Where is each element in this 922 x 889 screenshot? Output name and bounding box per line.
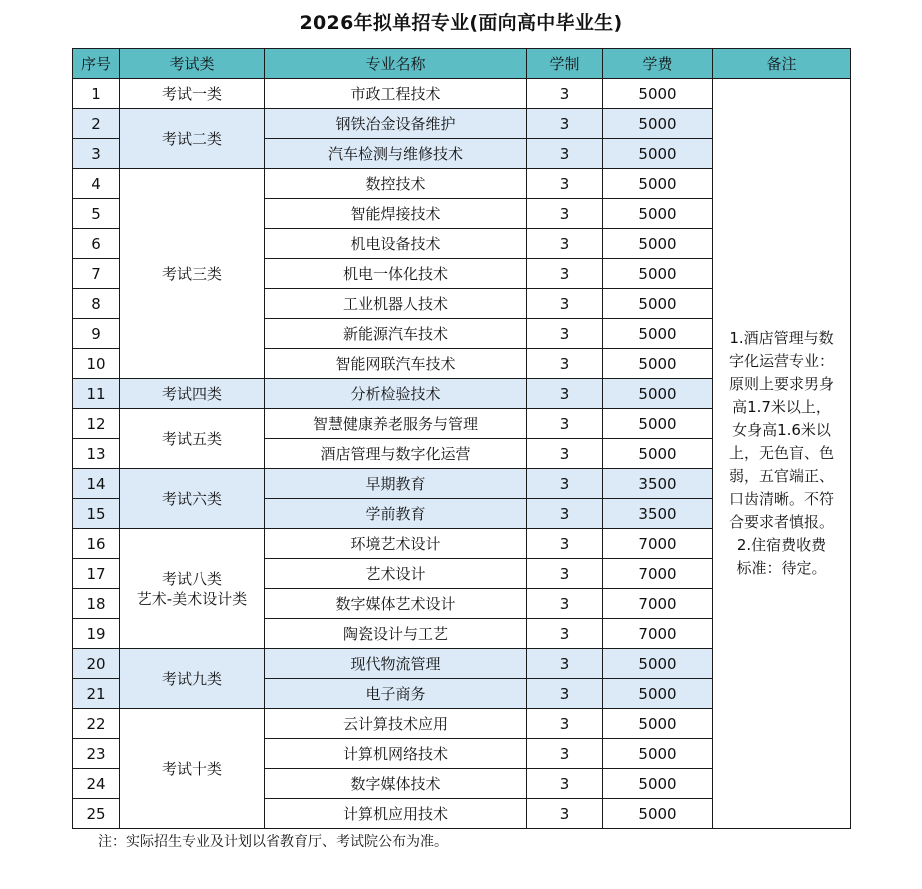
study-years: 3	[527, 379, 603, 409]
exam-category-cell	[120, 469, 265, 529]
row-number: 9	[73, 319, 120, 349]
major-name: 机电一体化技术	[265, 259, 527, 289]
major-name: 分析检验技术	[265, 379, 527, 409]
study-years: 3	[527, 619, 603, 649]
tuition-fee: 7000	[603, 619, 713, 649]
major-name: 艺术设计	[265, 559, 527, 589]
major-name: 陶瓷设计与工艺	[265, 619, 527, 649]
remarks-line: 高1.7米以上，	[732, 398, 831, 416]
tuition-fee: 5000	[603, 679, 713, 709]
header-category: 考试类	[120, 49, 265, 79]
major-name: 酒店管理与数字化运营	[265, 439, 527, 469]
exam-category-label: 考试四类	[161, 384, 222, 403]
major-name: 电子商务	[265, 679, 527, 709]
study-years: 3	[527, 439, 603, 469]
study-years: 3	[527, 289, 603, 319]
remarks-line: 口齿清晰。不符	[728, 490, 834, 508]
exam-category-label: 考试一类	[161, 84, 222, 103]
row-number: 17	[73, 559, 120, 589]
major-name: 计算机应用技术	[265, 799, 527, 829]
remarks-line: 女身高1.6米以	[732, 421, 831, 439]
tuition-fee: 5000	[603, 769, 713, 799]
remarks-line: 合要求者慎报。	[728, 513, 834, 531]
header-years: 学制	[527, 49, 603, 79]
study-years: 3	[527, 799, 603, 829]
row-number: 13	[73, 439, 120, 469]
major-name: 新能源汽车技术	[265, 319, 527, 349]
study-years: 3	[527, 529, 603, 559]
tuition-fee: 5000	[603, 319, 713, 349]
tuition-fee: 5000	[603, 379, 713, 409]
exam-category-label: 考试九类	[161, 669, 222, 688]
major-name: 钢铁冶金设备维护	[265, 109, 527, 139]
study-years: 3	[527, 319, 603, 349]
tuition-fee: 3500	[603, 469, 713, 499]
major-name: 智慧健康养老服务与管理	[265, 409, 527, 439]
remarks-line: 上，无色盲、色	[728, 444, 834, 462]
header-no: 序号	[73, 49, 120, 79]
remarks-line: 字化运营专业：	[728, 352, 834, 370]
remarks-line: 1.酒店管理与数	[729, 329, 834, 347]
major-name: 数字媒体艺术设计	[265, 589, 527, 619]
header-fee: 学费	[603, 49, 713, 79]
major-name: 早期教育	[265, 469, 527, 499]
majors-table	[72, 48, 851, 829]
study-years: 3	[527, 739, 603, 769]
exam-category-label: 考试十类	[161, 759, 222, 778]
row-number: 10	[73, 349, 120, 379]
remarks-line: 原则上要求男身	[728, 375, 834, 393]
exam-category-cell	[120, 649, 265, 709]
study-years: 3	[527, 589, 603, 619]
study-years: 3	[527, 559, 603, 589]
exam-category-label: 艺术-美术设计类	[136, 589, 248, 608]
major-name: 学前教育	[265, 499, 527, 529]
major-name: 智能焊接技术	[265, 199, 527, 229]
exam-category-cell	[120, 109, 265, 169]
major-name: 市政工程技术	[265, 79, 527, 109]
tuition-fee: 5000	[603, 229, 713, 259]
major-name: 工业机器人技术	[265, 289, 527, 319]
remarks-line: 标准：待定。	[736, 559, 827, 577]
row-number: 5	[73, 199, 120, 229]
study-years: 3	[527, 79, 603, 109]
row-number: 4	[73, 169, 120, 199]
exam-category-cell	[120, 409, 265, 469]
row-number: 16	[73, 529, 120, 559]
tuition-fee: 7000	[603, 589, 713, 619]
tuition-fee: 5000	[603, 739, 713, 769]
row-number: 18	[73, 589, 120, 619]
study-years: 3	[527, 259, 603, 289]
exam-category-cell	[120, 379, 265, 409]
major-name: 数字媒体技术	[265, 769, 527, 799]
exam-category-label: 考试三类	[161, 264, 222, 283]
tuition-fee: 5000	[603, 349, 713, 379]
study-years: 3	[527, 769, 603, 799]
major-name: 云计算技术应用	[265, 709, 527, 739]
study-years: 3	[527, 169, 603, 199]
footnote: 注：实际招生专业及计划以省教育厅、考试院公布为准。	[98, 834, 448, 850]
tuition-fee: 5000	[603, 649, 713, 679]
tuition-fee: 5000	[603, 169, 713, 199]
study-years: 3	[527, 199, 603, 229]
table-body	[73, 79, 851, 829]
tuition-fee: 5000	[603, 409, 713, 439]
tuition-fee: 5000	[603, 259, 713, 289]
tuition-fee: 5000	[603, 199, 713, 229]
table-row	[73, 79, 851, 109]
remarks-cell	[713, 79, 851, 829]
study-years: 3	[527, 679, 603, 709]
exam-category-cell	[120, 169, 265, 379]
row-number: 7	[73, 259, 120, 289]
study-years: 3	[527, 409, 603, 439]
exam-category-cell	[120, 529, 265, 649]
row-number: 22	[73, 709, 120, 739]
major-name: 汽车检测与维修技术	[265, 139, 527, 169]
study-years: 3	[527, 499, 603, 529]
study-years: 3	[527, 709, 603, 739]
header-note: 备注	[713, 49, 851, 79]
study-years: 3	[527, 229, 603, 259]
exam-category-cell	[120, 709, 265, 829]
row-number: 8	[73, 289, 120, 319]
tuition-fee: 7000	[603, 529, 713, 559]
study-years: 3	[527, 109, 603, 139]
row-number: 15	[73, 499, 120, 529]
row-number: 19	[73, 619, 120, 649]
exam-category-label: 考试二类	[161, 129, 222, 148]
table-header-row	[73, 49, 851, 79]
tuition-fee: 5000	[603, 109, 713, 139]
tuition-fee: 5000	[603, 79, 713, 109]
exam-category-cell	[120, 79, 265, 109]
exam-category-label: 考试五类	[161, 429, 222, 448]
exam-category-label: 考试八类	[161, 569, 222, 588]
tuition-fee: 3500	[603, 499, 713, 529]
tuition-fee: 5000	[603, 139, 713, 169]
study-years: 3	[527, 139, 603, 169]
tuition-fee: 5000	[603, 799, 713, 829]
page-title: 2026年拟单招专业(面向高中毕业生)	[299, 12, 623, 34]
row-number: 25	[73, 799, 120, 829]
row-number: 14	[73, 469, 120, 499]
tuition-fee: 7000	[603, 559, 713, 589]
row-number: 1	[73, 79, 120, 109]
row-number: 6	[73, 229, 120, 259]
major-name: 数控技术	[265, 169, 527, 199]
major-name: 机电设备技术	[265, 229, 527, 259]
row-number: 11	[73, 379, 120, 409]
row-number: 3	[73, 139, 120, 169]
header-major: 专业名称	[265, 49, 527, 79]
tuition-fee: 5000	[603, 439, 713, 469]
row-number: 23	[73, 739, 120, 769]
major-name: 环境艺术设计	[265, 529, 527, 559]
row-number: 2	[73, 109, 120, 139]
tuition-fee: 5000	[603, 289, 713, 319]
row-number: 12	[73, 409, 120, 439]
study-years: 3	[527, 349, 603, 379]
tuition-fee: 5000	[603, 709, 713, 739]
remarks-line: 2.住宿费收费	[736, 536, 827, 554]
study-years: 3	[527, 469, 603, 499]
major-name: 现代物流管理	[265, 649, 527, 679]
row-number: 21	[73, 679, 120, 709]
major-name: 计算机网络技术	[265, 739, 527, 769]
row-number: 24	[73, 769, 120, 799]
exam-category-label: 考试六类	[161, 489, 222, 508]
major-name: 智能网联汽车技术	[265, 349, 527, 379]
study-years: 3	[527, 649, 603, 679]
row-number: 20	[73, 649, 120, 679]
remarks-line: 弱，五官端正、	[728, 467, 834, 485]
